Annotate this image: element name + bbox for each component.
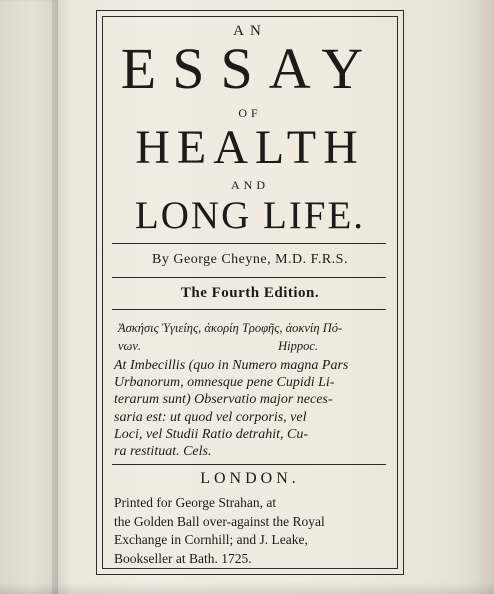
latin-epigraph <box>114 357 388 460</box>
title-long-life: LONG LIFE. <box>134 194 366 237</box>
latin-line: At Imbecillis (quo in Numero magna Pars <box>114 358 349 373</box>
title-essay: ESSAY <box>120 36 380 101</box>
title-and: AND <box>231 178 269 192</box>
rule-under-edition <box>112 309 386 310</box>
imprint-line: Printed for George Strahan, at <box>114 495 277 510</box>
imprint-block <box>114 494 388 568</box>
latin-line: saria est: ut quod vel corporis, vel <box>114 409 307 425</box>
rule-under-author <box>112 277 386 278</box>
greek-line-2 <box>118 337 318 355</box>
title-an: AN <box>233 23 267 39</box>
left-page-edge <box>0 0 58 594</box>
latin-line: Urbanorum, omnesque pene Cupidi Li- <box>114 375 335 391</box>
edition-line: The Fourth Edition. <box>180 285 320 301</box>
latin-line: terarum sunt) Observatio major neces- <box>114 392 333 408</box>
greek-line-1: Ἀσκήσις Ὑγιείης, ἀκορίη Τροφῆς, ἀοκνίη Πό- <box>118 321 343 335</box>
author-line: By George Cheyne, M.D. F.R.S. <box>152 252 348 267</box>
imprint-line: Exchange in Cornhill; and J. Leake, <box>114 532 308 547</box>
latin-line: Loci, vel Studii Ratio detrahit, Cu- <box>114 426 309 442</box>
imprint-place: LONDON. <box>200 470 300 487</box>
title-of: OF <box>238 106 262 120</box>
greek-line-2-text: νων. <box>118 339 142 353</box>
imprint-line: Bookseller at Bath. 1725. <box>114 550 252 566</box>
greek-epigraph <box>118 319 382 355</box>
bottom-page-edge <box>0 582 494 594</box>
rule-above-imprint <box>112 464 386 465</box>
rule-under-title <box>112 243 386 244</box>
right-page-edge <box>472 0 494 594</box>
gutter-shadow <box>52 0 72 594</box>
imprint-line: the Golden Ball over-against the Royal <box>114 513 325 529</box>
latin-line: ra restituat. Cels. <box>114 444 212 460</box>
greek-attribution: Hippoc. <box>278 339 318 353</box>
title-health: HEALTH <box>135 121 365 174</box>
